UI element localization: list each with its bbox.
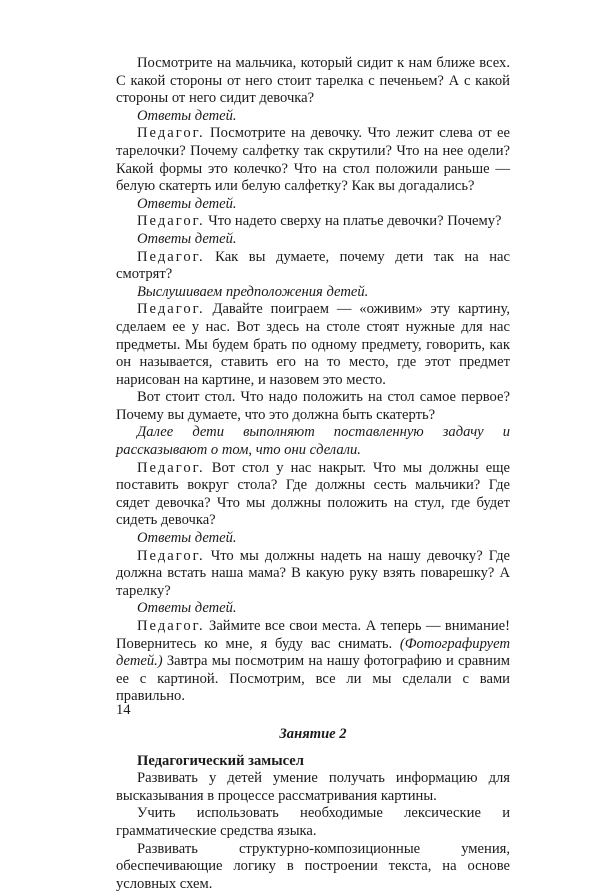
stage-direction: (Фотографирует детей.) [116, 635, 510, 670]
speech-text-tail: Завтра мы посмотрим на нашу фотографию и сравним ее с картиной. Посмотрим, все ли мы сделали с вами правильно. [116, 653, 510, 705]
speech-text: Что мы должны надеть на нашу девочку? Где должна встать наша мама? В какую руку взять поварешку? А тарелку? [116, 547, 510, 599]
speaker-label: Педагог. [137, 459, 205, 476]
response-note: Ответы детей. [137, 195, 237, 212]
response-note: Ответы детей. [137, 107, 237, 124]
response-note: Ответы детей. [137, 230, 237, 247]
goal-item: Развивать у детей умение получать информацию для высказывания в процессе рассматривания картины. [116, 770, 510, 804]
speech-text: Давайте поиграем — «оживим» эту картину, сделаем ее у нас. Вот здесь на столе стоят нужные для нас предметы. Мы будем брать по одному предмету, говорить, как он называется, ставить его на то место, где этот предмет нарисован на картине, и назовем это место. [116, 301, 510, 388]
response-note: Ответы детей. [137, 600, 237, 617]
paragraph: Посмотрите на мальчика, который сидит к нам ближе всех. С какой стороны от него стоит тарелка с печеньем? А с какой стороны от него сидит девочка? [116, 55, 510, 107]
paragraph: Вот стоит стол. Что надо положить на стол самое первое? Почему вы думаете, что это должна быть скатерть? [116, 389, 510, 423]
teacher-speech [116, 548, 510, 601]
goal-item: Учить использовать необходимые лексические и грамматические средства языка. [116, 805, 510, 839]
speech-text: Посмотрите на девочку. Что лежит слева от ее тарелочки? Почему салфетку так скрутили? Что на нее одели? Какой формы это колечко? Что на стол положили раньше — белую скатерть или белую салфетку? Как вы догадались? [116, 125, 510, 195]
teacher-speech [116, 249, 510, 284]
teacher-speech [116, 125, 510, 195]
response-note: Далее дети выполняют поставленную задачу и рассказывают о том, что они сделали. [116, 424, 510, 459]
page-number: 14 [116, 702, 131, 718]
speaker-label: Педагог. [137, 547, 205, 564]
speaker-label: Педагог. [137, 125, 205, 142]
teacher-speech [116, 301, 510, 389]
section-subheading: Педагогический замысел [137, 752, 304, 769]
teacher-speech [116, 460, 510, 530]
speaker-label: Педагог. [137, 618, 205, 634]
speech-text: Как вы думаете, почему дети так на нас смотрят? [116, 248, 510, 283]
speaker-label: Педагог. [137, 248, 205, 265]
speaker-label: Педагог. [137, 213, 205, 230]
section-heading: Занятие 2 [279, 725, 347, 742]
speaker-label: Педагог. [137, 301, 205, 318]
response-note: Ответы детей. [137, 530, 237, 547]
response-note: Выслушиваем предположения детей. [137, 283, 369, 300]
speech-text: Займите все свои места. А теперь — внимание! Повернитесь ко мне, я буду вас снимать. [116, 618, 510, 652]
goal-item: Развивать структурно-композиционные умения, обеспечивающие логику в построении текста, на основе условных схем. [116, 840, 510, 892]
speech-text: Что надето сверху на платье девочки? Почему? [204, 213, 502, 230]
teacher-speech [116, 618, 510, 706]
speech-text: Вот стол у нас накрыт. Что мы должны еще поставить вокруг стола? Где должны сесть мальчики? Где сядет девочка? Что мы должны положить на стул, где будет сидеть девочка? [116, 459, 510, 529]
teacher-speech [116, 213, 510, 231]
page-text [116, 55, 510, 893]
